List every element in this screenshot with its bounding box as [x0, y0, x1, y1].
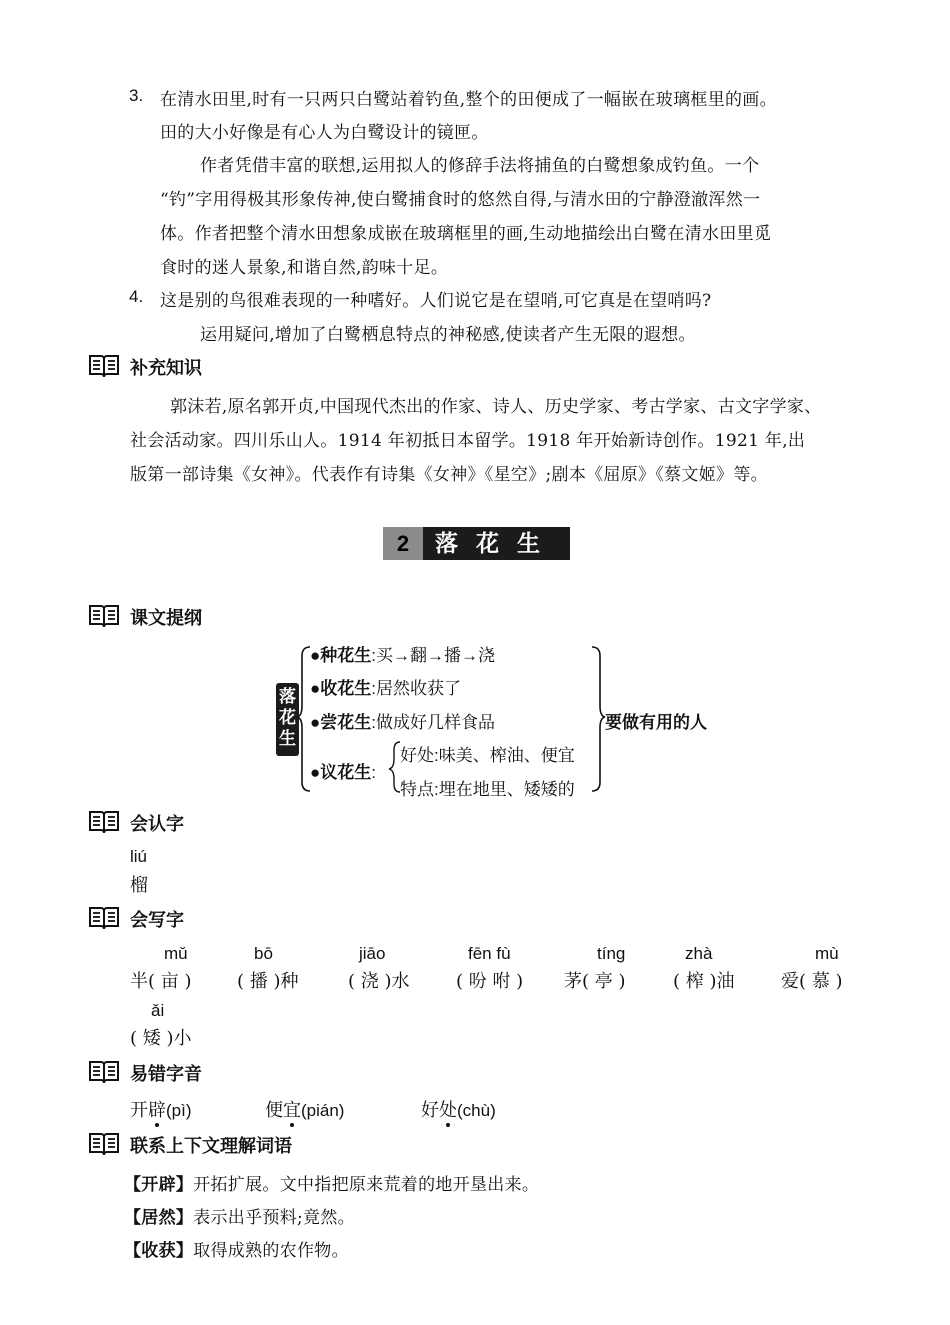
write-word: ( 吩 咐 ) [456, 971, 524, 992]
item4-quote: 这是别的鸟很难表现的一种嗜好。人们说它是在望哨,可它真是在望哨吗? [160, 291, 712, 311]
write-pinyin: fēn fù [468, 944, 511, 963]
book-icon [88, 809, 120, 835]
write-word: 半( 亩 ) [130, 971, 192, 992]
context-term: 【收获】 [124, 1241, 194, 1260]
error-item [421, 1096, 496, 1122]
recognize-char: 榴 [130, 875, 148, 896]
outline-label: ●尝花生 [310, 713, 372, 732]
item3-analysis-line: 食时的迷人景象,和谐自然,韵味十足。 [160, 258, 449, 278]
item3-analysis-line: “钓”字用得极其形象传神,使白鹭捕食时的悠然自得,与清水田的宁静澄澈浑然一 [160, 190, 761, 210]
item4-number: 4. [129, 287, 144, 306]
context-definition: 取得成熟的农作物。 [193, 1241, 349, 1261]
context-definition: 开拓扩展。文中指把原来荒着的地开垦出来。 [193, 1175, 540, 1195]
item3-analysis-line: 作者凭借丰富的联想,运用拟人的修辞手法将捕鱼的白鹭想象成钓鱼。一个 [200, 156, 760, 176]
item3-quote-line1: 在清水田里,时有一只两只白鹭站着钓鱼,整个的田便成了一幅嵌在玻璃框里的画。 [160, 90, 777, 110]
write-word: 爱( 慕 ) [781, 971, 843, 992]
item3-quote-line2: 田的大小好像是有心人为白鹭设计的镜匣。 [160, 123, 489, 143]
item3-number: 3. [129, 86, 144, 105]
lesson-title: 落花生 [435, 530, 558, 556]
item4-analysis: 运用疑问,增加了白鹭栖息特点的神秘感,使读者产生无限的遐想。 [200, 325, 696, 345]
lesson-number: 2 [383, 527, 423, 560]
context-item [124, 1236, 349, 1261]
supplement-line: 社会活动家。四川乐山人。1914 年初抵日本留学。1918 年开始新诗创作。1921 年,出 [130, 431, 806, 451]
write-pinyin: tíng [597, 944, 626, 963]
supplement-title: 补充知识 [130, 358, 202, 378]
outline-label: ●议花生 [310, 763, 372, 782]
outline-text: :做成好几样食品 [371, 713, 496, 732]
outline-label: ●种花生 [310, 646, 372, 665]
book-icon [88, 905, 120, 931]
recognize-pinyin: liú [130, 847, 148, 866]
error-pinyin: (pì) [166, 1101, 192, 1120]
item3-analysis-line: 体。作者把整个清水田想象成嵌在玻璃框里的画,生动地描绘出白鹭在清水田里觅 [160, 224, 772, 244]
recognize-title: 会认字 [130, 814, 184, 834]
outline-item-plant [310, 641, 495, 666]
outline-text: :买→翻→播→浇 [371, 646, 496, 665]
outline-title: 课文提纲 [130, 608, 202, 628]
error-pinyin: (pián) [301, 1101, 345, 1120]
outline-item-discuss [310, 758, 376, 783]
write-word: 茅( 亭 ) [564, 971, 626, 992]
context-item [124, 1203, 355, 1228]
write-pinyin: jiāo [359, 944, 386, 963]
write-pinyin: ǎi [151, 1001, 165, 1020]
write-word: ( 榨 )油 [673, 971, 735, 992]
write-pinyin: mǔ [164, 944, 188, 963]
outline-label: ●收花生 [310, 679, 372, 698]
error-char: 便 [265, 1100, 283, 1121]
write-word: ( 播 )种 [237, 971, 299, 992]
book-icon [88, 353, 120, 379]
supplement-line: 版第一部诗集《女神》。代表作有诗集《女神》《星空》;剧本《屈原》《蔡文姬》等。 [130, 465, 768, 485]
outline-text: : [371, 763, 377, 782]
error-dotted-char: 辟 [148, 1100, 166, 1121]
supplement-line: 郭沫若,原名郭开贞,中国现代杰出的作家、诗人、历史学家、考古学家、古文字学家、 [170, 397, 822, 417]
error-char: 开 [130, 1100, 148, 1121]
context-item [124, 1170, 539, 1195]
lesson-banner [383, 527, 570, 560]
error-item [265, 1096, 344, 1122]
outline-text: :居然收获了 [371, 679, 462, 698]
context-definition: 表示出乎预料;竟然。 [193, 1208, 355, 1228]
error-dotted-char: 宜 [283, 1100, 301, 1121]
error-item [130, 1096, 192, 1122]
outline-conclusion: 要做有用的人 [605, 713, 707, 732]
context-title: 联系上下文理解词语 [130, 1136, 292, 1156]
context-term: 【开辟】 [124, 1175, 194, 1194]
error-pinyin: (chù) [457, 1101, 496, 1120]
outline-sub-feature: 特点:埋在地里、矮矮的 [400, 780, 575, 799]
write-pinyin: zhà [685, 944, 713, 963]
error-char: 好 [421, 1100, 439, 1121]
write-word: ( 矮 )小 [130, 1028, 192, 1049]
context-term: 【居然】 [124, 1208, 194, 1227]
error-dotted-char: 处 [439, 1100, 457, 1121]
write-title: 会写字 [130, 910, 184, 930]
book-icon [88, 1059, 120, 1085]
outline-item-harvest [310, 674, 461, 699]
outline-sub-benefit: 好处:味美、榨油、便宜 [400, 746, 575, 765]
book-icon [88, 1131, 120, 1157]
outline-root-text: 落花生 [279, 687, 296, 748]
book-icon [88, 603, 120, 629]
write-pinyin: mù [815, 944, 839, 963]
outline-item-taste [310, 708, 495, 733]
write-word: ( 浇 )水 [348, 971, 410, 992]
write-pinyin: bō [254, 944, 273, 963]
errors-title: 易错字音 [130, 1064, 202, 1084]
